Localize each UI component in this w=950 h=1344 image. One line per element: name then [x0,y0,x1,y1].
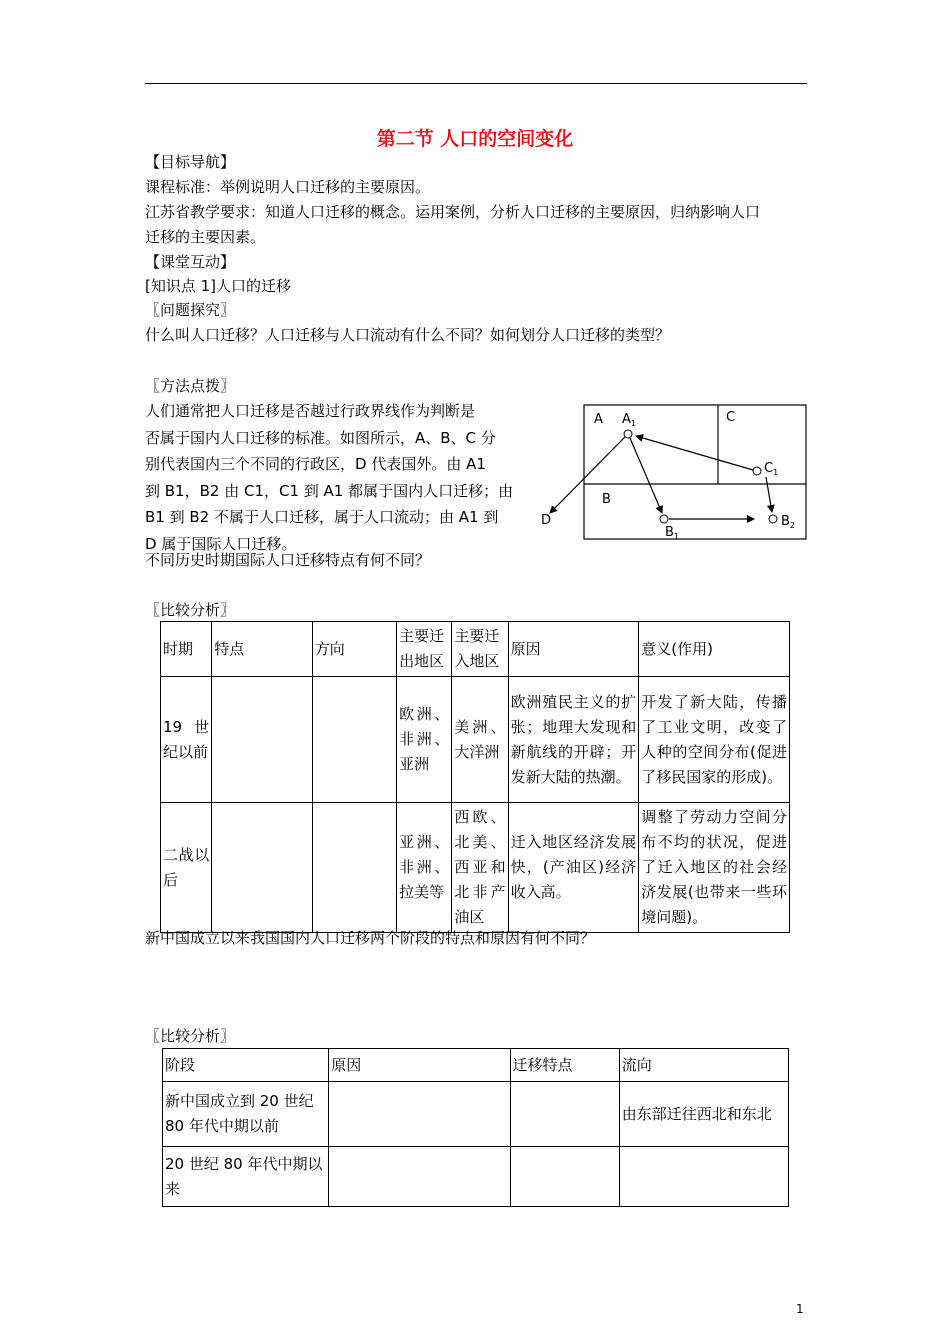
table-cell: 迁入地区经济发展快，(产油区)经济收入高。 [508,803,639,933]
paragraph-line: 否属于国内人口迁移的标准。如图所示，A、B、C 分 [145,428,496,447]
header-rule [145,83,807,84]
table-cell: 由东部迁往西北和东北 [619,1082,788,1147]
international-migration-table [160,621,790,933]
header-cell: 迁移特点 [510,1049,619,1082]
header-cell: 原因 [508,622,639,677]
header-cell: 主要迁出地区 [397,622,452,677]
label-point-b2: $B_2$ [781,514,796,530]
course-standard: 课程标准：举例说明人口迁移的主要原因。 [145,178,431,196]
question-heading: 〖问题探究〗 [145,301,236,319]
label-point-a1: $A_1$ [622,412,636,428]
point-b1 [660,515,668,523]
table-cell [312,803,396,933]
table-cell: 20 世纪 80 年代中期以来 [163,1147,329,1207]
method-heading: 〖方法点拨〗 [145,377,236,395]
header-cell: 方向 [312,622,396,677]
point-c1 [753,467,761,475]
section-heading-goals: 【目标导航】 [145,153,236,171]
table-cell [510,1147,619,1207]
header-cell: 特点 [212,622,312,677]
domestic-migration-table [162,1048,789,1207]
label-region-b: B [602,492,611,507]
label-point-c1: $C_1$ [764,461,779,477]
table-cell [329,1147,510,1207]
arrow-c1-b2 [766,477,772,512]
table-cell: 开发了新大陆，传播了工业文明，改变了人种的空间分布(促进了移民国家的形成)。 [639,677,790,803]
compare-heading-2: 〖比较分析〗 [145,1027,236,1045]
label-region-c: C [726,410,736,425]
question-3: 新中国成立以来我国国内人口迁移两个阶段的特点和原因有何不同？ [145,929,596,947]
table-cell [510,1082,619,1147]
table-cell [212,677,312,803]
table-header-row [163,1049,789,1082]
header-cell: 主要迁入地区 [452,622,508,677]
table-cell [619,1147,788,1207]
page-title: 第二节 人口的空间变化 [376,128,574,150]
paragraph-line: 到 B1，B2 由 C1，C1 到 A1 都属于国内人口迁移；由 [145,481,514,500]
table-cell [329,1082,510,1147]
label-region-a: A [594,412,603,427]
point-a1 [624,430,632,438]
paragraph-line: 人们通常把人口迁移是否越过行政界线作为判断是 [145,402,476,420]
table-row [163,1082,789,1147]
table-cell: 欧洲殖民主义的扩张；地理大发现和新航线的开辟；开发新大陆的热潮。 [508,677,639,803]
requirement-line-1: 江苏省教学要求：知道人口迁移的概念。运用案例，分析人口迁移的主要原因，归纳影响人口 [145,203,761,221]
point-b2 [769,515,777,523]
table-cell: 美洲、大洋洲 [452,677,508,803]
table-cell: 欧洲、非洲、亚洲 [397,677,452,803]
header-cell: 原因 [329,1049,510,1082]
header-cell: 时期 [161,622,212,677]
label-point-b1: $B_1$ [665,525,680,541]
table-row [161,803,790,933]
header-cell: 流向 [619,1049,788,1082]
compare-heading-1: 〖比较分析〗 [145,601,236,619]
table-cell: 西欧、北美、西亚和北非产油区 [452,803,508,933]
knowledge-point-1: [知识点 1]人口的迁移 [145,277,292,295]
table-cell: 亚洲、非洲、拉美等 [397,803,452,933]
page-number: 1 [796,1302,804,1316]
table-row [163,1147,789,1207]
table-cell [212,803,312,933]
arrow-a1-b1 [630,438,662,513]
table-cell: 新中国成立到 20 世纪 80 年代中期以前 [163,1082,329,1147]
table-cell: 19 世纪以前 [161,677,212,803]
table-header-row [161,622,790,677]
header-cell: 阶段 [163,1049,329,1082]
paragraph-line: D 属于国际人口迁移。 [145,534,297,553]
arrow-a1-d [550,437,625,513]
label-region-d: D [541,513,552,528]
question-text: 什么叫人口迁移？人口迁移与人口流动有什么不同？如何划分人口迁移的类型？ [145,326,671,344]
header-cell: 意义(作用) [639,622,790,677]
migration-diagram [536,401,811,541]
paragraph-line: B1 到 B2 不属于人口迁移，属于人口流动；由 A1 到 [145,508,499,526]
table-cell: 调整了劳动力空间分布不均的状况，促进了迁入地区的社会经济发展(也带来一些环境问题)。 [639,803,790,933]
table-cell: 二战以后 [161,803,212,933]
question-2: 不同历史时期国际人口迁移特点有何不同？ [145,551,431,569]
requirement-line-2: 迁移的主要因素。 [145,228,266,246]
table-cell [312,677,396,803]
section-heading-class: 【课堂互动】 [145,253,236,271]
paragraph-line: 别代表国内三个不同的行政区，D 代表国外。由 A1 [145,455,486,473]
method-paragraph [145,398,532,557]
arrow-c1-a1 [636,436,753,470]
table-row [161,677,790,803]
